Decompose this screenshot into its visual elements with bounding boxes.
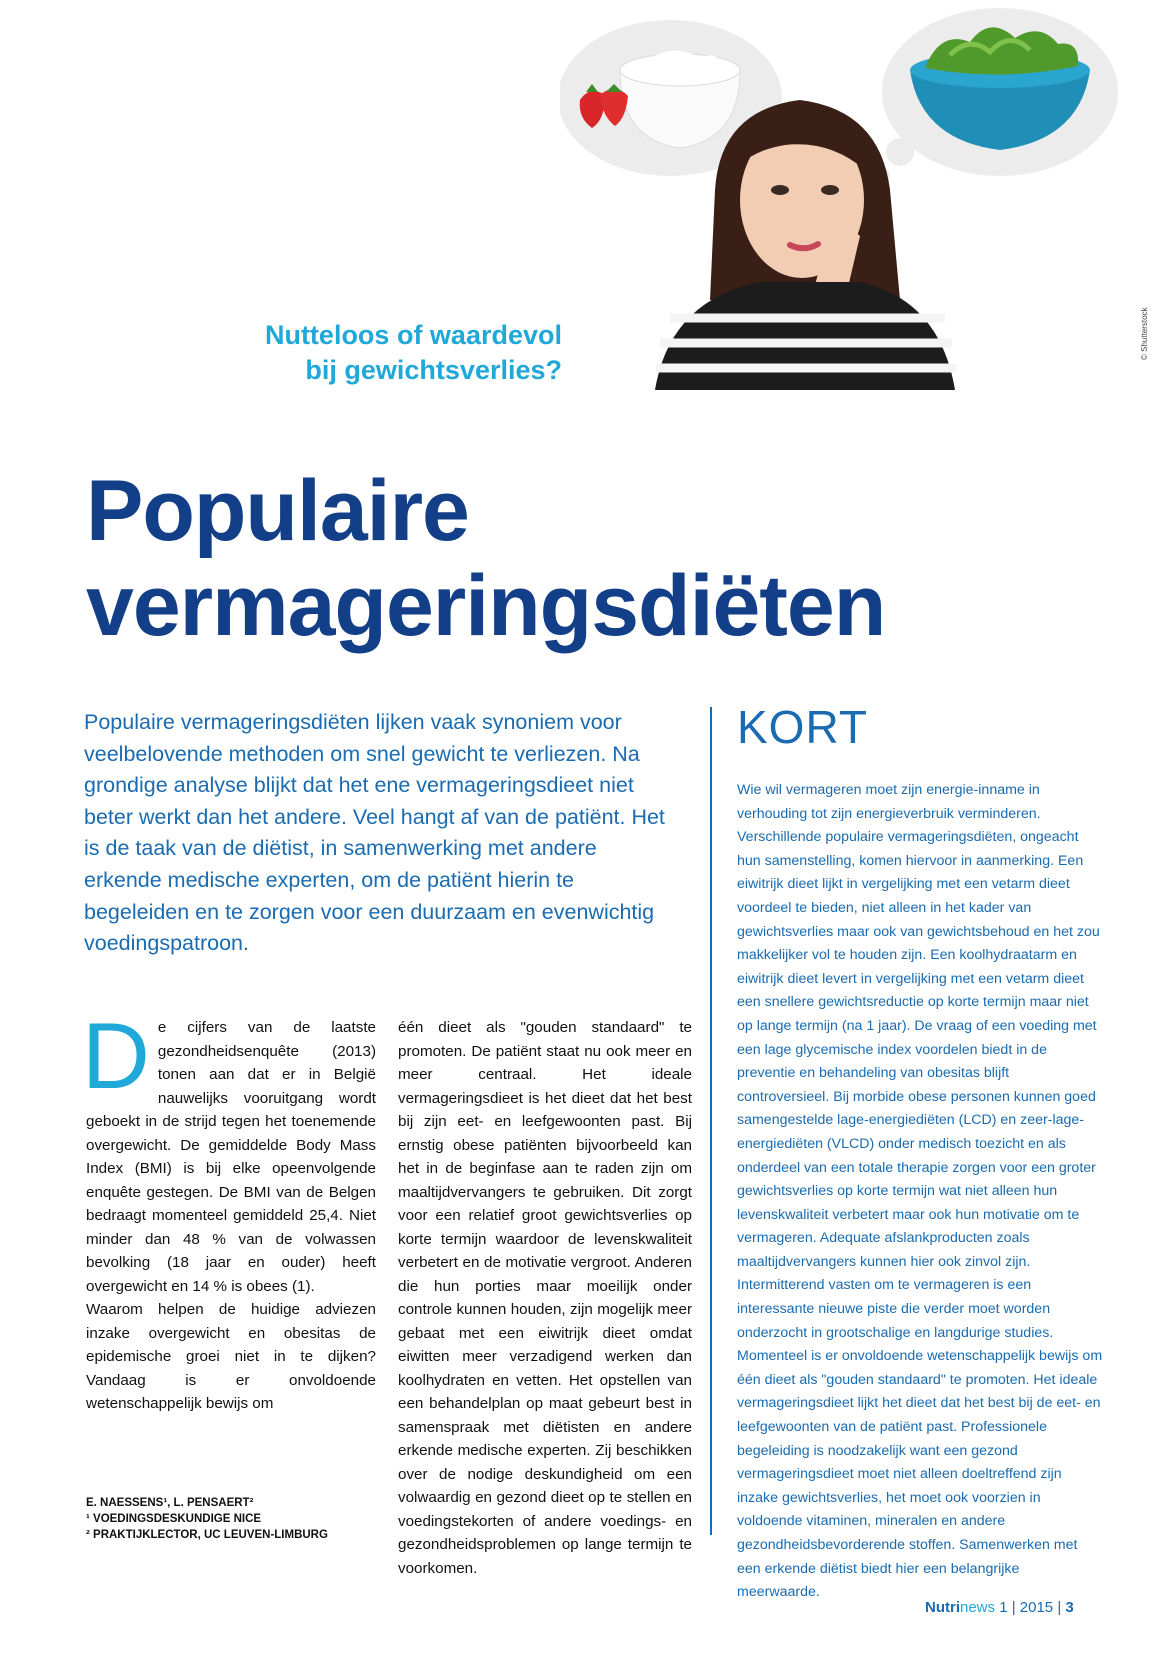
author-affiliation-1: ¹ VOEDINGSDESKUNDIGE NICE (86, 1513, 262, 1525)
body-column-1 (82, 1003, 376, 1416)
sidebar-divider (710, 707, 712, 1535)
drop-cap: D (82, 1003, 150, 1108)
title-line-2: vermageringsdiëten (86, 558, 886, 654)
photo-credit: © Shutterstock (1140, 307, 1149, 360)
author-block (86, 1495, 328, 1543)
title-line-1: Populaire (86, 463, 469, 559)
summary-paragraph-1: Wie wil vermageren moet zijn energie-inname in verhouding tot zijn energieverbruik verminderen. Verschillende populaire vermageringsdiëten, ongeacht hun samenstelling, komen hiervoor in aanmerking. Een eiwitrijk dieet lijkt in vergelijking met een vetarm dieet voordeel te bieden, niet alleen in het kader van gewichtsverlies maar ook van gewichtsbehoud en het zou makkelijker vol te houden zijn. Een koolhydraatarm en eiwitrijk dieet levert in vergelijking met een vetarm dieet een snellere gewichtsreductie op korte termijn maar niet op lange termijn (na 1 jaar). De vraag of een voeding met een lage glycemische index voordelen biedt in de preventie en behandeling van obesitas blijft controversieel. Bij morbide obese personen kunnen goed samengestelde lage-energiediëten (LCD) en zeer-lage-energiediëten (VLCD) onder medisch toezicht en als onderdeel van een totale therapie zorgen voor een groter gewichtsverlies op korte termijn wat niet alleen hun levenskwaliteit verbetert maar ook hun motivatie om te vermageren. Adequate afslankproducten zoals maaltijdvervangers kunnen hier ook zinvol zijn. Intermitterend vasten om te vermageren is een interessante nieuwe piste die verder moet worden onderzocht in grootschalige en langdurige studies. (737, 782, 1100, 1341)
issue-info: 1 | 2015 | (999, 1599, 1062, 1616)
hero-illustration (560, 0, 1120, 390)
body-paragraph-3: één dieet als "gouden standaard" te promoten. De patiënt staat nu ook meer en meer centraal. Het ideale vermageringsdieet is het dieet dat het best bij zijn eet- en leefgewoonten past. Bij ernstig obese patiënten bijvoorbeeld kan het in de beginfase aan te raden zijn om maaltijdvervangers te gebruiken. Dit zorgt voor een relatief groot gewichtsverlies op korte termijn waardoor de levenskwaliteit verbetert en de motivatie vergroot. Anderen die hun porties maar moeilijk onder controle kunnen houden, zijn mogelijk meer gebaat met een eiwitrijk dieet omdat eiwitten meer verzadigend werken dan koolhydraten en vetten. Het opstellen van een behandelplan op maat gebeurt best in samenspraak met diëtisten en andere erkende medische experten. Zij beschikken over de nodige deskundigheid om een volwaardig en gezond dieet op te stellen en voedingstekorten of andere voedings- en gezondheidsproblemen op lange termijn te voorkomen. (398, 1019, 692, 1577)
page-title (86, 464, 885, 654)
summary-body (737, 779, 1103, 1605)
summary-heading: KORT (737, 701, 868, 753)
magazine-brand: Nutrinews (925, 1599, 996, 1616)
page-number: 3 (1065, 1599, 1074, 1616)
article-kicker (150, 318, 562, 388)
kicker-line-2: bij gewichtsverlies? (305, 355, 562, 385)
author-affiliation-2: ² PRAKTIJKLECTOR, UC LEUVEN-LIMBURG (86, 1529, 328, 1541)
intro-lead: Populaire vermageringsdiëten lijken vaak synoniem voor veelbelovende methoden om snel gewicht te verliezen. Na grondige analyse blijkt dat het ene vermageringsdieet niet beter werkt dan het andere. Veel hangt af van de patiënt. Het is de taak van de diëtist, in samenwerking met andere erkende medische experten, om de patiënt hierin te begeleiden en te zorgen voor een duurzaam en evenwichtig voedingspatroon. (84, 710, 665, 956)
body-column-2 (398, 1016, 692, 1580)
author-names: E. NAESSENS¹, L. PENSAERT² (86, 1497, 254, 1509)
summary-paragraph-2: Momenteel is er onvoldoende wetenschappelijk bewijs om één dieet als "gouden standaard" te promoten. Het ideale vermageringsdieet lijkt het dieet dat het best bij de eet- en leefgewoonten van de patiënt past. Professionele begeleiding is noodzakelijk want een gezond vermageringsdieet moet niet alleen doeltreffend zijn inzake gewichtsverlies, het moet ook voorzien in voldoende vitaminen, mineralen en andere gezondheidsbevorderende stoffen. Samenwerken met een erkende diëtist biedt hier een belangrijke meerwaarde. (737, 1348, 1103, 1601)
body-paragraph-2: Waarom helpen de huidige adviezen inzake overgewicht en obesitas de epidemische groei niet in te dijken? Vandaag is er onvoldoende wetenschappelijk bewijs om (86, 1301, 376, 1412)
kicker-line-1: Nutteloos of waardevol (264, 320, 562, 350)
thought-bubble-salad (874, 8, 1118, 184)
body-paragraph-1: e cijfers van de laatste gezondheidsenquête (2013) tonen aan dat er in België nauwelijks vooruitgang wordt geboekt in de strijd tegen het toenemende overgewicht. De gemiddelde Body Mass Index (BMI) is bij elke opeenvolgende enquête gestegen. De BMI van de Belgen bedraagt momenteel gemiddeld 25,4. Niet minder dan 48 % van de volwassen bevolking (18 jaar en ouder) heeft overgewicht en 14 % is obees (1). (86, 1019, 376, 1295)
page-footer (925, 1599, 1074, 1616)
